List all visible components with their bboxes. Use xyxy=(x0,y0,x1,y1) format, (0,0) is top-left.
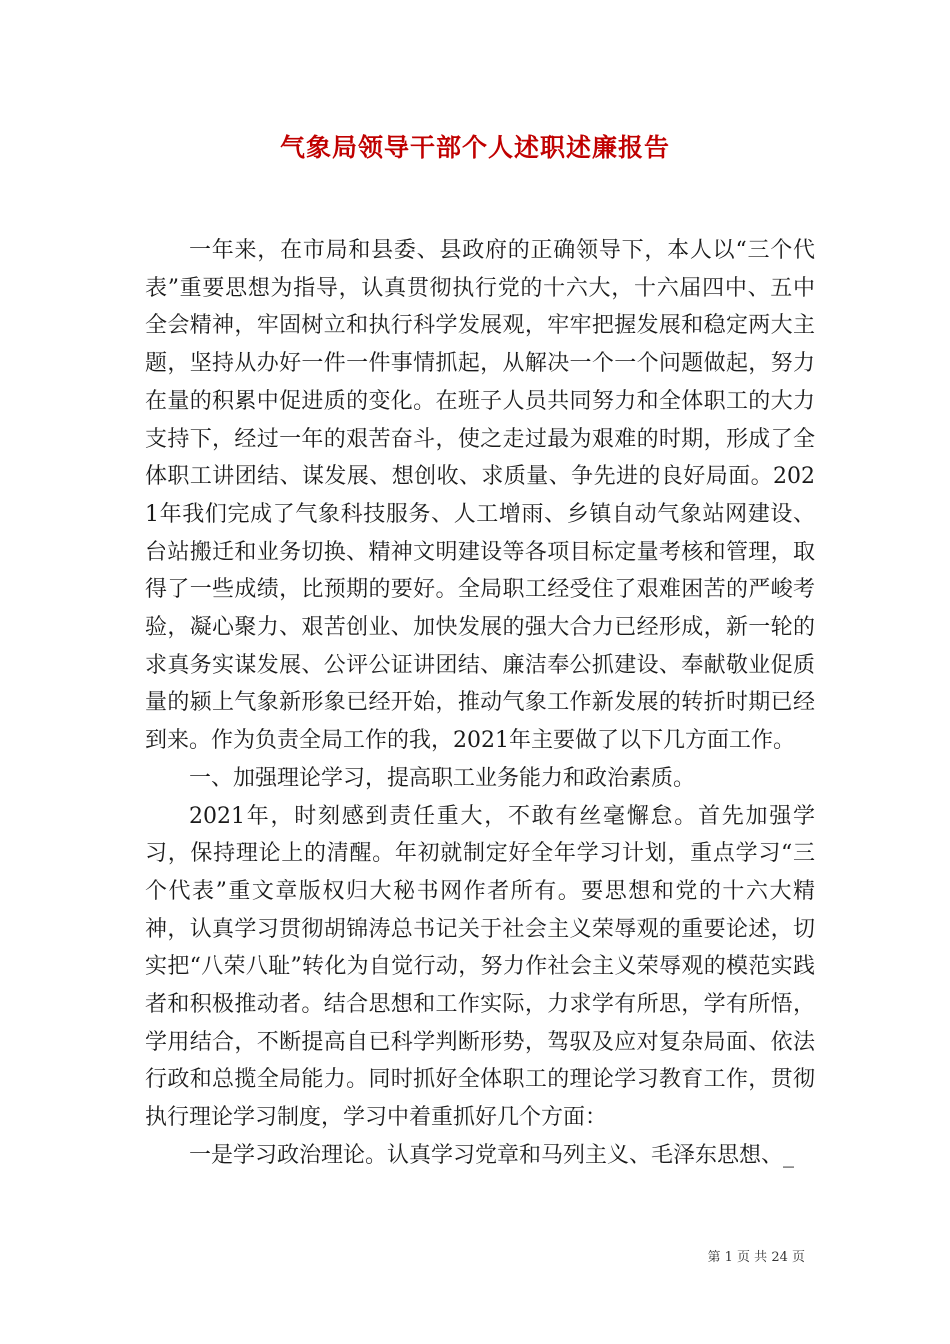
page-number: 第 1 页 共 24 页 xyxy=(707,1250,805,1265)
document-title: 气象局领导干部个人述职述廉报告 xyxy=(279,133,670,162)
document-body xyxy=(145,232,815,1175)
paragraph-study: 2021年，时刻感到责任重大，不敢有丝毫懈怠。首先加强学习，保持理论上的清醒。年初就制定好全年学习计划，重点学习“三个代表”重文章版权归大秘书网作者所有。要思想和党的十六大精神，认真学习贯彻胡锦涛总书记关于社会主义荣辱观的重要论述，切实把“八荣八耻”转化为自觉行动，努力作社会主义荣辱观的模范实践者和积极推动者。结合思想和工作实际，力求学有所思，学有所悟，学用结合，不断提高自已科学判断形势，驾驭及应对复杂局面、依法行政和总揽全局能力。同时抓好全体职工的理论学习教育工作，贯彻执行理论学习制度，学习中着重抓好几个方面： xyxy=(145,803,815,1131)
paragraph-section-heading: 一、加强理论学习，提高职工业务能力和政治素质。 xyxy=(189,765,696,791)
paragraph-intro: 一年来，在市局和县委、县政府的正确领导下，本人以“三个代表”重要思想为指导，认真贯彻执行党的十六大，十六届四中、五中全会精神，牢固树立和执行科学发展观，牢牢把握发展和稳定两大主题，坚持从办好一件一件事情抓起，从解决一个一个问题做起，努力在量的积累中促进质的变化。在班子人员共同努力和全体职工的大力支持下，经过一年的艰苦奋斗，使之走过最为艰难的时期，形成了全体职工讲团结、谋发展、想创收、求质量、争先进的良好局面。2021年我们完成了气象科技服务、人工增雨、乡镇自动气象站网建设、台站搬迁和业务切换、精神文明建设等各项目标定量考核和管理，取得了一些成绩，比预期的要好。全局职工经受住了艰难困苦的严峻考验，凝心聚力、艰苦创业、加快发展的强大合力已经形成，新一轮的求真务实谋发展、公评公证讲团结、廉洁奉公抓建设、奉献敬业促质量的颍上气象新形象已经开始，推动气象工作新发展的转折时期已经到来。作为负责全局工作的我，2021年主要做了以下几方面工作。 xyxy=(145,238,815,754)
paragraph-point-one: 一是学习政治理论。认真学习党章和马列主义、毛泽东思想、_ xyxy=(189,1142,795,1168)
